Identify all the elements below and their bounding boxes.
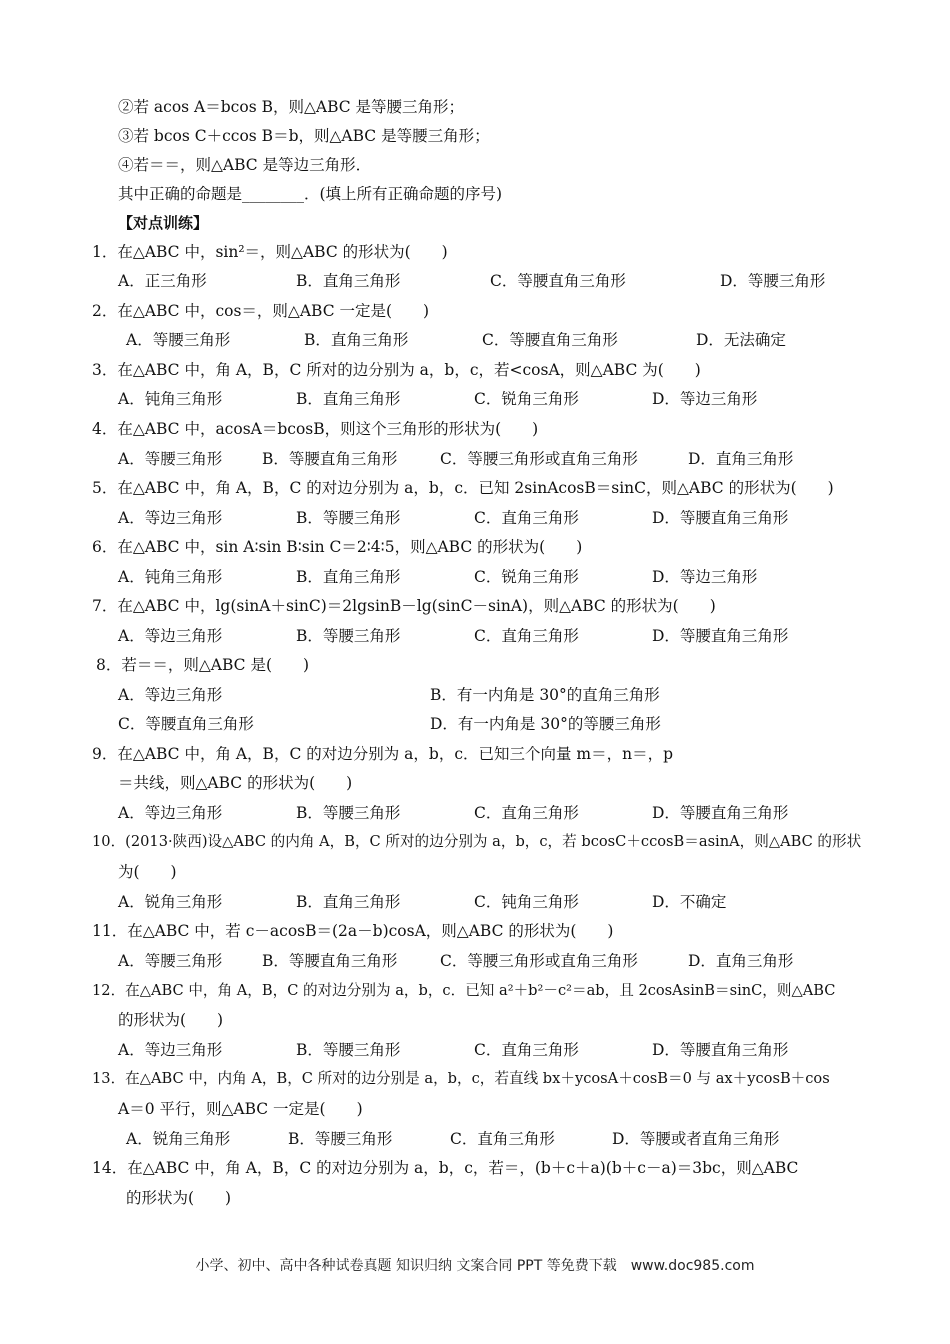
q9-option-d: D．等腰直角三角形 <box>652 804 789 822</box>
q1-option-a: A．正三角形 <box>118 272 207 290</box>
question-12-stem-cont: 的形状为( ) <box>118 1011 224 1029</box>
q11-option-b: B．等腰直角三角形 <box>262 952 398 970</box>
q8-option-a: A．等边三角形 <box>118 686 223 704</box>
q4-option-a: A．等腰三角形 <box>118 450 223 468</box>
q3-option-d: D．等边三角形 <box>652 390 758 408</box>
question-4-stem: 4．在△ABC 中，acosA＝bcosB，则这个三角形的形状为( ) <box>92 420 539 438</box>
q11-option-c: C．等腰三角形或直角三角形 <box>440 952 638 970</box>
question-14-stem: 14．在△ABC 中，角 A，B，C 的对边分别为 a，b，c，若＝，(b＋c＋a)(b＋c－a)＝3bc，则△ABC <box>92 1159 799 1177</box>
page-footer: 小学、初中、高中各种试卷真题 知识归纳 文案合同 PPT 等免费下载 www.doc985.com <box>195 1258 755 1274</box>
q7-option-a: A．等边三角形 <box>118 627 223 645</box>
q7-option-d: D．等腰直角三角形 <box>652 627 789 645</box>
fill-blank-prompt: 其中正确的命题是________．(填上所有正确命题的序号) <box>118 185 503 203</box>
proposition-2: ②若 acos A＝bcos B，则△ABC 是等腰三角形； <box>118 98 465 116</box>
q9-option-c: C．直角三角形 <box>474 804 579 822</box>
q2-option-d: D．无法确定 <box>696 331 786 349</box>
q9-option-a: A．等边三角形 <box>118 804 223 822</box>
q2-option-a: A．等腰三角形 <box>126 331 231 349</box>
q1-option-b: B．直角三角形 <box>296 272 401 290</box>
q8-option-d: D．有一内角是 30°的等腰三角形 <box>430 715 661 733</box>
q12-option-a: A．等边三角形 <box>118 1041 223 1059</box>
q6-option-a: A．钝角三角形 <box>118 568 223 586</box>
question-10-stem-cont: 为( ) <box>118 863 177 881</box>
question-7-stem: 7．在△ABC 中，lg(sinA＋sinC)＝2lgsinB－lg(sinC－sinA)，则△ABC 的形状为( ) <box>92 597 716 615</box>
q5-option-b: B．等腰三角形 <box>296 509 401 527</box>
q11-option-d: D．直角三角形 <box>688 952 794 970</box>
question-3-stem: 3．在△ABC 中，角 A，B，C 所对的边分别为 a，b，c，若<cosA，则△ABC 为( ) <box>92 361 701 379</box>
q7-option-b: B．等腰三角形 <box>296 627 401 645</box>
question-2-stem: 2．在△ABC 中，cos＝，则△ABC 一定是( ) <box>92 302 430 320</box>
q5-option-a: A．等边三角形 <box>118 509 223 527</box>
q12-option-d: D．等腰直角三角形 <box>652 1041 789 1059</box>
q10-option-b: B．直角三角形 <box>296 893 401 911</box>
question-9-stem-cont: ＝共线，则△ABC 的形状为( ) <box>118 774 353 792</box>
q8-option-b: B．有一内角是 30°的直角三角形 <box>430 686 660 704</box>
q13-option-c: C．直角三角形 <box>450 1130 555 1148</box>
q6-option-d: D．等边三角形 <box>652 568 758 586</box>
question-10-stem: 10．(2013·陕西)设△ABC 的内角 A，B，C 所对的边分别为 a，b，c，若 bcosC＋ccosB＝asinA，则△ABC 的形状 <box>92 833 862 850</box>
q2-option-c: C．等腰直角三角形 <box>482 331 618 349</box>
q13-option-a: A．锐角三角形 <box>126 1130 231 1148</box>
question-13-stem-cont: A＝0 平行，则△ABC 一定是( ) <box>118 1100 363 1118</box>
question-9-stem: 9．在△ABC 中，角 A，B，C 的对边分别为 a，b，c．已知三个向量 m＝，n＝，p <box>92 745 674 763</box>
proposition-3: ③若 bcos C＋ccos B＝b，则△ABC 是等腰三角形； <box>118 127 490 145</box>
q3-option-c: C．锐角三角形 <box>474 390 579 408</box>
q6-option-c: C．锐角三角形 <box>474 568 579 586</box>
question-12-stem: 12．在△ABC 中，角 A，B，C 的对边分别为 a，b，c．已知 a²＋b²－c²＝ab，且 2cosAsinB＝sinC，则△ABC <box>92 982 836 999</box>
q1-option-c: C．等腰直角三角形 <box>490 272 626 290</box>
q4-option-c: C．等腰三角形或直角三角形 <box>440 450 638 468</box>
section-heading: 【对点训练】 <box>118 214 209 232</box>
q10-option-c: C．钝角三角形 <box>474 893 579 911</box>
proposition-4: ④若＝＝，则△ABC 是等边三角形． <box>118 156 372 174</box>
question-6-stem: 6．在△ABC 中，sin A∶sin B∶sin C＝2∶4∶5，则△ABC 的形状为( ) <box>92 538 583 556</box>
q4-option-d: D．直角三角形 <box>688 450 794 468</box>
q5-option-c: C．直角三角形 <box>474 509 579 527</box>
q1-option-d: D．等腰三角形 <box>720 272 826 290</box>
question-13-stem: 13．在△ABC 中，内角 A，B，C 所对的边分别是 a，b，c，若直线 bx＋ycosA＋cosB＝0 与 ax＋ycosB＋cos <box>92 1070 830 1087</box>
question-1-stem: 1．在△ABC 中，sin²＝，则△ABC 的形状为( ) <box>92 243 448 261</box>
question-14-stem-cont: 的形状为( ) <box>126 1189 232 1207</box>
q10-option-d: D．不确定 <box>652 893 727 911</box>
q3-option-b: B．直角三角形 <box>296 390 401 408</box>
q3-option-a: A．钝角三角形 <box>118 390 223 408</box>
question-11-stem: 11．在△ABC 中，若 c－acosB＝(2a－b)cosA，则△ABC 的形状为( ) <box>92 922 614 940</box>
q6-option-b: B．直角三角形 <box>296 568 401 586</box>
q8-option-c: C．等腰直角三角形 <box>118 715 254 733</box>
q5-option-d: D．等腰直角三角形 <box>652 509 789 527</box>
q13-option-d: D．等腰或者直角三角形 <box>612 1130 780 1148</box>
q11-option-a: A．等腰三角形 <box>118 952 223 970</box>
q9-option-b: B．等腰三角形 <box>296 804 401 822</box>
q4-option-b: B．等腰直角三角形 <box>262 450 398 468</box>
q10-option-a: A．锐角三角形 <box>118 893 223 911</box>
q7-option-c: C．直角三角形 <box>474 627 579 645</box>
q13-option-b: B．等腰三角形 <box>288 1130 393 1148</box>
q12-option-b: B．等腰三角形 <box>296 1041 401 1059</box>
q12-option-c: C．直角三角形 <box>474 1041 579 1059</box>
question-5-stem: 5．在△ABC 中，角 A，B，C 的对边分别为 a，b，c．已知 2sinAcosB＝sinC，则△ABC 的形状为( ) <box>92 479 834 497</box>
question-8-stem: 8．若＝＝，则△ABC 是( ) <box>96 656 310 674</box>
q2-option-b: B．直角三角形 <box>304 331 409 349</box>
